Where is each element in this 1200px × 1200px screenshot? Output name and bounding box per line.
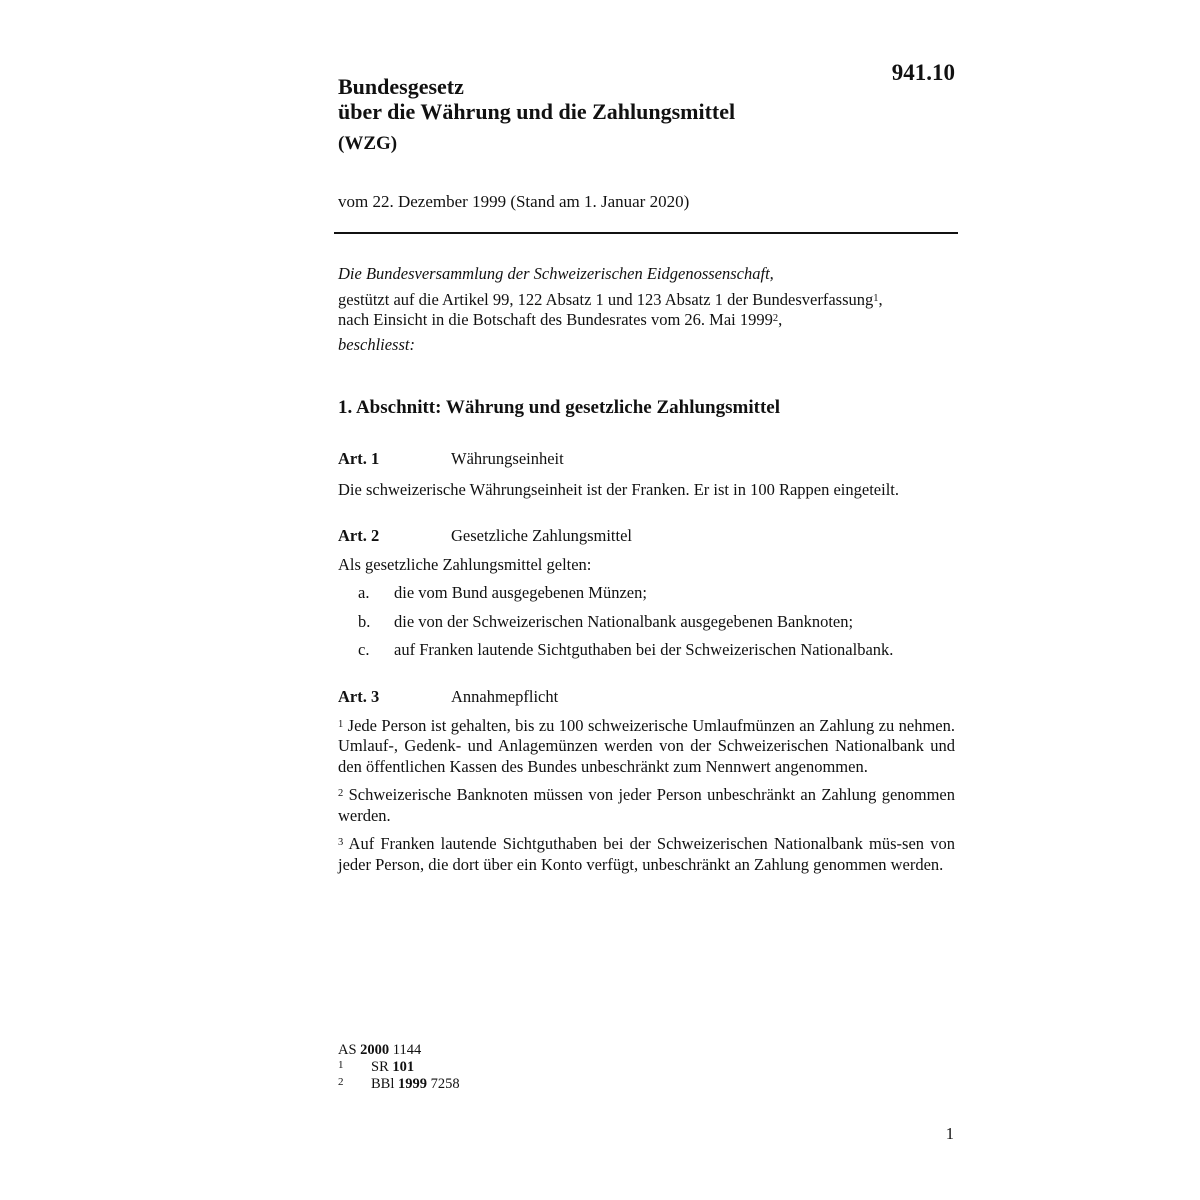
paragraph bbox=[338, 785, 955, 826]
paragraph bbox=[338, 834, 955, 875]
list-item bbox=[338, 583, 955, 604]
paragraph-number: 2 bbox=[338, 788, 344, 799]
list-item-text: die vom Bund ausgegebenen Münzen; bbox=[394, 583, 647, 602]
list-item bbox=[338, 640, 955, 661]
document-page bbox=[338, 0, 955, 1200]
article-1 bbox=[338, 449, 955, 500]
paragraph-number: 3 bbox=[338, 837, 344, 848]
law-title bbox=[338, 74, 735, 156]
list-item-mark: a. bbox=[358, 583, 370, 602]
footnote-ref-2[interactable]: 2 bbox=[772, 313, 779, 324]
article-2 bbox=[338, 526, 955, 661]
article-2-intro: Als gesetzliche Zahlungsmittel gelten: bbox=[338, 554, 592, 574]
list-item-mark: b. bbox=[358, 611, 371, 631]
list-item-text: auf Franken lautende Sichtguthaben bei der Schweizerischen Nationalbank. bbox=[394, 640, 894, 659]
official-compilation-ref: AS 2000 1144 bbox=[338, 1042, 422, 1058]
footnote-ref-1[interactable]: 1 bbox=[873, 293, 879, 304]
paragraph-text: Auf Franken lautende Sichtguthaben bei der Schweizerischen Nationalbank müs-sen von jeder Person, die dort über ein Konto verfügt, unbeschränkt an Zahlung genommen werden. bbox=[338, 834, 955, 874]
footnote-1 bbox=[338, 1059, 460, 1076]
footnote-mark: 2 bbox=[338, 1076, 344, 1088]
article-1-number: Art. 1 bbox=[338, 449, 380, 468]
preamble-line-3: nach Einsicht in die Botschaft des Bundesrates vom 26. Mai 1999$^2$, bbox=[338, 310, 783, 329]
article-3 bbox=[338, 687, 955, 875]
list-item-text: die von der Schweizerischen Nationalbank ausgegebenen Banknoten; bbox=[394, 611, 854, 631]
article-3-title: Annahmepflicht bbox=[451, 687, 559, 706]
footnotes bbox=[338, 1042, 460, 1093]
article-1-text: Die schweizerische Währungseinheit ist der Franken. Er ist in 100 Rappen eingeteilt. bbox=[338, 479, 899, 499]
footnote-2 bbox=[338, 1076, 460, 1093]
footnote-mark: 1 bbox=[338, 1059, 344, 1071]
preamble-line-4: beschliesst: bbox=[338, 335, 415, 354]
footnote-text: BBl 1999 7258 bbox=[371, 1076, 460, 1092]
article-2-list bbox=[338, 583, 955, 661]
paragraph bbox=[338, 716, 955, 778]
preamble-line-2: gestützt auf die Artikel 99, 122 Absatz 1 und 123 Absatz 1 der Bundesverfassung$^1$, bbox=[338, 290, 883, 309]
article-1-heading bbox=[338, 449, 955, 470]
sr-number: 941.10 bbox=[891, 60, 955, 85]
law-abbreviation: (WZG) bbox=[338, 133, 398, 154]
preamble-line-1: Die Bundesversammlung der Schweizerischen Eidgenossenschaft, bbox=[338, 264, 774, 283]
preamble bbox=[338, 264, 955, 355]
title-line-1: Bundesgesetz bbox=[338, 74, 464, 99]
paragraph-text: Schweizerische Banknoten müssen von jeder Person unbeschränkt an Zahlung genommen werden. bbox=[338, 785, 956, 825]
divider bbox=[334, 232, 958, 234]
footnote-text: SR 101 bbox=[371, 1059, 415, 1075]
paragraph-text: Jede Person ist gehalten, bis zu 100 schweizerische Umlaufmünzen an Zahlung zu nehmen. Umlauf-, Gedenk- und Anlagemünzen werden von der Schweizerischen Nationalbank und den öffentlichen Kassen des Bundes unbeschränkt zum Nennwert angenommen. bbox=[338, 715, 956, 776]
paragraph-number: 1 bbox=[338, 718, 344, 730]
list-item bbox=[338, 612, 955, 633]
article-2-title: Gesetzliche Zahlungsmittel bbox=[451, 526, 632, 545]
article-2-heading bbox=[338, 526, 955, 547]
section-heading: 1. Abschnitt: Währung und gesetzliche Zahlungsmittel bbox=[338, 397, 780, 418]
date-line: vom 22. Dezember 1999 (Stand am 1. Januar 2020) bbox=[338, 192, 690, 211]
article-1-title: Währungseinheit bbox=[451, 449, 564, 468]
article-2-number: Art. 2 bbox=[338, 526, 380, 545]
page-number: 1 bbox=[945, 1124, 954, 1143]
article-3-heading bbox=[338, 687, 955, 708]
article-3-number: Art. 3 bbox=[338, 687, 380, 706]
title-line-2: über die Währung und die Zahlungsmittel bbox=[338, 99, 736, 124]
list-item-mark: c. bbox=[358, 640, 370, 659]
